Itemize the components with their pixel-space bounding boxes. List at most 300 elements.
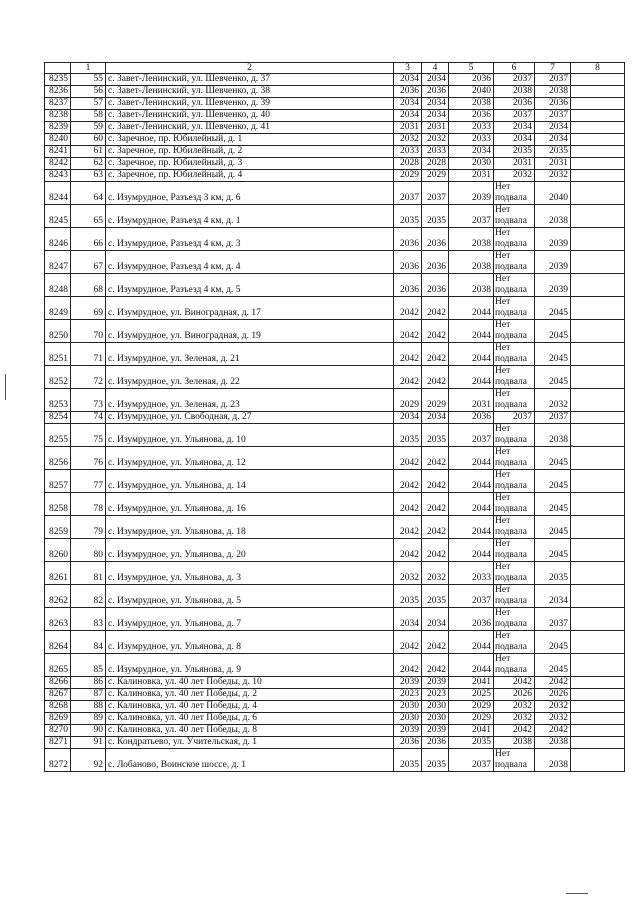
- col8-cell: [571, 447, 625, 470]
- row-id-cell: 8253: [45, 389, 71, 412]
- row-number-cell: 80: [71, 539, 106, 562]
- row-number-cell: 56: [71, 86, 106, 98]
- col7-cell: 2032: [535, 701, 571, 713]
- address-cell: с. Завет-Ленинский, ул. Шевченко, д. 38: [106, 86, 394, 98]
- table-row: [45, 74, 625, 86]
- table-row: [45, 539, 625, 562]
- row-number-cell: 67: [71, 251, 106, 274]
- col7-cell: 2032: [535, 389, 571, 412]
- col8-cell: [571, 412, 625, 424]
- col5-cell: 2036: [449, 74, 494, 86]
- col6-cell: Нет подвала: [494, 516, 535, 539]
- address-cell: с. Изумрудное, Разъезд 4 км, д. 1: [106, 205, 394, 228]
- table-row: [45, 134, 625, 146]
- col6-cell: Нет подвала: [494, 251, 535, 274]
- col3-cell: 2034: [394, 110, 422, 122]
- col7-cell: 2038: [535, 737, 571, 749]
- col7-cell: 2045: [535, 447, 571, 470]
- row-number-cell: 72: [71, 366, 106, 389]
- col4-cell: 2029: [422, 170, 449, 182]
- col6-cell: 2036: [494, 98, 535, 110]
- col3-cell: 2036: [394, 228, 422, 251]
- row-id-cell: 8247: [45, 251, 71, 274]
- scan-artifact-bottom: [566, 893, 588, 894]
- row-id-cell: 8264: [45, 631, 71, 654]
- col8-cell: [571, 297, 625, 320]
- col5-cell: 2031: [449, 170, 494, 182]
- row-number-cell: 77: [71, 470, 106, 493]
- address-cell: с. Заречное, пр. Юбилейный, д. 2: [106, 146, 394, 158]
- col6-cell: Нет подвала: [494, 424, 535, 447]
- col7-cell: 2045: [535, 516, 571, 539]
- table-row: [45, 228, 625, 251]
- col6-cell: 2042: [494, 725, 535, 737]
- table-row: [45, 412, 625, 424]
- table-row: [45, 677, 625, 689]
- row-number-cell: 66: [71, 228, 106, 251]
- col5-cell: 2041: [449, 725, 494, 737]
- header-cell-empty: [45, 63, 71, 74]
- col3-cell: 2034: [394, 98, 422, 110]
- col4-cell: 2034: [422, 412, 449, 424]
- col7-cell: 2042: [535, 725, 571, 737]
- address-cell: с. Изумрудное, ул. Зеленая, д. 21: [106, 343, 394, 366]
- col4-cell: 2030: [422, 701, 449, 713]
- address-cell: с. Завет-Ленинский, ул. Шевченко, д. 37: [106, 74, 394, 86]
- table-row: [45, 110, 625, 122]
- scan-artifact-dot: [571, 445, 573, 447]
- table-row: [45, 701, 625, 713]
- address-cell: с. Изумрудное, ул. Ульянова, д. 20: [106, 539, 394, 562]
- col3-cell: 2032: [394, 562, 422, 585]
- col7-cell: 2039: [535, 251, 571, 274]
- col5-cell: 2033: [449, 562, 494, 585]
- row-number-cell: 90: [71, 725, 106, 737]
- col6-cell: 2035: [494, 146, 535, 158]
- col7-cell: 2045: [535, 631, 571, 654]
- col5-cell: 2033: [449, 134, 494, 146]
- col5-cell: 2038: [449, 228, 494, 251]
- row-id-cell: 8260: [45, 539, 71, 562]
- col7-cell: 2032: [535, 713, 571, 725]
- col4-cell: 2042: [422, 631, 449, 654]
- col5-cell: 2044: [449, 654, 494, 677]
- col5-cell: 2044: [449, 539, 494, 562]
- address-cell: с. Калиновка, ул. 40 лет Победы, д. 8: [106, 725, 394, 737]
- col5-cell: 2036: [449, 412, 494, 424]
- row-id-cell: 8268: [45, 701, 71, 713]
- address-cell: с. Лобаново, Воинское шоссе, д. 1: [106, 749, 394, 772]
- col6-cell: 2038: [494, 86, 535, 98]
- col7-cell: 2038: [535, 205, 571, 228]
- row-number-cell: 65: [71, 205, 106, 228]
- col5-cell: 2044: [449, 516, 494, 539]
- table-row: [45, 297, 625, 320]
- col6-cell: Нет подвала: [494, 228, 535, 251]
- col8-cell: [571, 424, 625, 447]
- col8-cell: [571, 608, 625, 631]
- col4-cell: 2034: [422, 98, 449, 110]
- col4-cell: 2042: [422, 447, 449, 470]
- col3-cell: 2029: [394, 389, 422, 412]
- col6-cell: 2032: [494, 701, 535, 713]
- col6-cell: Нет подвала: [494, 447, 535, 470]
- header-cell-1: 1: [71, 63, 106, 74]
- col4-cell: 2035: [422, 585, 449, 608]
- col5-cell: 2037: [449, 585, 494, 608]
- col3-cell: 2042: [394, 320, 422, 343]
- col4-cell: 2029: [422, 389, 449, 412]
- address-cell: с. Калиновка, ул. 40 лет Победы, д. 2: [106, 689, 394, 701]
- row-number-cell: 74: [71, 412, 106, 424]
- col6-cell: Нет подвала: [494, 297, 535, 320]
- row-id-cell: 8266: [45, 677, 71, 689]
- col3-cell: 2033: [394, 146, 422, 158]
- col6-cell: Нет подвала: [494, 631, 535, 654]
- col7-cell: 2036: [535, 98, 571, 110]
- address-cell: с. Изумрудное, Разъезд 4 км, д. 5: [106, 274, 394, 297]
- table-row: [45, 122, 625, 134]
- address-cell: с. Изумрудное, ул. Ульянова, д. 7: [106, 608, 394, 631]
- col3-cell: 2042: [394, 539, 422, 562]
- table-row: [45, 749, 625, 772]
- col3-cell: 2035: [394, 205, 422, 228]
- col6-cell: Нет подвала: [494, 366, 535, 389]
- col7-cell: 2038: [535, 749, 571, 772]
- col5-cell: 2037: [449, 205, 494, 228]
- row-number-cell: 71: [71, 343, 106, 366]
- col6-cell: Нет подвала: [494, 608, 535, 631]
- col4-cell: 2042: [422, 297, 449, 320]
- row-id-cell: 8245: [45, 205, 71, 228]
- col4-cell: 2034: [422, 110, 449, 122]
- col8-cell: [571, 689, 625, 701]
- row-id-cell: 8267: [45, 689, 71, 701]
- col8-cell: [571, 274, 625, 297]
- address-cell: с. Изумрудное, ул. Виноградная, д. 19: [106, 320, 394, 343]
- table-row: [45, 493, 625, 516]
- col8-cell: [571, 74, 625, 86]
- col4-cell: 2032: [422, 134, 449, 146]
- row-number-cell: 57: [71, 98, 106, 110]
- col7-cell: 2038: [535, 86, 571, 98]
- col5-cell: 2036: [449, 608, 494, 631]
- address-cell: с. Калиновка, ул. 40 лет Победы, д. 6: [106, 713, 394, 725]
- col3-cell: 2036: [394, 86, 422, 98]
- table-row: [45, 182, 625, 205]
- col8-cell: [571, 228, 625, 251]
- table-row: [45, 170, 625, 182]
- col5-cell: 2044: [449, 631, 494, 654]
- col4-cell: 2034: [422, 74, 449, 86]
- col4-cell: 2037: [422, 182, 449, 205]
- row-number-cell: 85: [71, 654, 106, 677]
- row-id-cell: 8239: [45, 122, 71, 134]
- row-number-cell: 69: [71, 297, 106, 320]
- table-row: [45, 654, 625, 677]
- header-cell-5: 5: [449, 63, 494, 74]
- header-row: [45, 63, 625, 74]
- col4-cell: 2042: [422, 493, 449, 516]
- col4-cell: 2036: [422, 274, 449, 297]
- row-number-cell: 83: [71, 608, 106, 631]
- row-id-cell: 8236: [45, 86, 71, 98]
- header-cell-2: 2: [106, 63, 394, 74]
- col6-cell: Нет подвала: [494, 343, 535, 366]
- col3-cell: 2030: [394, 701, 422, 713]
- col4-cell: 2042: [422, 343, 449, 366]
- address-cell: с. Кондратьево, ул. Учительская, д. 1: [106, 737, 394, 749]
- row-number-cell: 61: [71, 146, 106, 158]
- col5-cell: 2044: [449, 470, 494, 493]
- col7-cell: 2045: [535, 366, 571, 389]
- row-number-cell: 91: [71, 737, 106, 749]
- address-cell: с. Изумрудное, ул. Ульянова, д. 16: [106, 493, 394, 516]
- col8-cell: [571, 631, 625, 654]
- col8-cell: [571, 516, 625, 539]
- col6-cell: 2037: [494, 110, 535, 122]
- col8-cell: [571, 205, 625, 228]
- row-id-cell: 8238: [45, 110, 71, 122]
- row-number-cell: 68: [71, 274, 106, 297]
- col3-cell: 2031: [394, 122, 422, 134]
- col8-cell: [571, 389, 625, 412]
- row-id-cell: 8263: [45, 608, 71, 631]
- col7-cell: 2045: [535, 297, 571, 320]
- col3-cell: 2035: [394, 749, 422, 772]
- col8-cell: [571, 493, 625, 516]
- col7-cell: 2026: [535, 689, 571, 701]
- row-id-cell: 8257: [45, 470, 71, 493]
- col6-cell: 2038: [494, 737, 535, 749]
- address-cell: с. Изумрудное, Разъезд 4 км, д. 3: [106, 228, 394, 251]
- col6-cell: 2037: [494, 412, 535, 424]
- table-row: [45, 562, 625, 585]
- row-id-cell: 8261: [45, 562, 71, 585]
- table-row: [45, 205, 625, 228]
- header-cell-8: 8: [571, 63, 625, 74]
- table-row: [45, 366, 625, 389]
- col5-cell: 2033: [449, 122, 494, 134]
- col4-cell: 2036: [422, 228, 449, 251]
- col7-cell: 2037: [535, 412, 571, 424]
- col8-cell: [571, 170, 625, 182]
- col8-cell: [571, 110, 625, 122]
- table-row: [45, 343, 625, 366]
- col3-cell: 2042: [394, 470, 422, 493]
- col8-cell: [571, 725, 625, 737]
- col4-cell: 2034: [422, 608, 449, 631]
- col4-cell: 2036: [422, 737, 449, 749]
- col7-cell: 2032: [535, 170, 571, 182]
- col3-cell: 2029: [394, 170, 422, 182]
- col6-cell: 2032: [494, 713, 535, 725]
- table-row: [45, 585, 625, 608]
- col8-cell: [571, 86, 625, 98]
- col5-cell: 2035: [449, 737, 494, 749]
- col4-cell: 2023: [422, 689, 449, 701]
- col5-cell: 2029: [449, 701, 494, 713]
- row-number-cell: 92: [71, 749, 106, 772]
- row-id-cell: 8249: [45, 297, 71, 320]
- col4-cell: 2042: [422, 539, 449, 562]
- col3-cell: 2034: [394, 608, 422, 631]
- col6-cell: Нет подвала: [494, 562, 535, 585]
- col4-cell: 2042: [422, 320, 449, 343]
- col6-cell: Нет подвала: [494, 274, 535, 297]
- row-id-cell: 8241: [45, 146, 71, 158]
- table-row: [45, 274, 625, 297]
- col8-cell: [571, 713, 625, 725]
- row-number-cell: 70: [71, 320, 106, 343]
- row-number-cell: 59: [71, 122, 106, 134]
- row-number-cell: 63: [71, 170, 106, 182]
- row-number-cell: 86: [71, 677, 106, 689]
- col3-cell: 2035: [394, 424, 422, 447]
- row-id-cell: 8270: [45, 725, 71, 737]
- col3-cell: 2034: [394, 412, 422, 424]
- address-cell: с. Изумрудное, ул. Зеленая, д. 23: [106, 389, 394, 412]
- col4-cell: 2042: [422, 366, 449, 389]
- col3-cell: 2042: [394, 343, 422, 366]
- col6-cell: 2026: [494, 689, 535, 701]
- col7-cell: 2038: [535, 424, 571, 447]
- col5-cell: 2038: [449, 251, 494, 274]
- col3-cell: 2037: [394, 182, 422, 205]
- col3-cell: 2042: [394, 516, 422, 539]
- header-cell-6: 6: [494, 63, 535, 74]
- row-id-cell: 8246: [45, 228, 71, 251]
- col5-cell: 2044: [449, 493, 494, 516]
- col8-cell: [571, 366, 625, 389]
- col4-cell: 2032: [422, 562, 449, 585]
- col5-cell: 2040: [449, 86, 494, 98]
- address-cell: с. Завет-Ленинский, ул. Шевченко, д. 40: [106, 110, 394, 122]
- address-cell: с. Калиновка, ул. 40 лет Победы, д. 4: [106, 701, 394, 713]
- col7-cell: 2035: [535, 562, 571, 585]
- row-id-cell: 8250: [45, 320, 71, 343]
- row-number-cell: 64: [71, 182, 106, 205]
- col3-cell: 2039: [394, 725, 422, 737]
- row-id-cell: 8248: [45, 274, 71, 297]
- col4-cell: 2035: [422, 424, 449, 447]
- col7-cell: 2045: [535, 493, 571, 516]
- address-cell: с. Изумрудное, ул. Ульянова, д. 3: [106, 562, 394, 585]
- col6-cell: Нет подвала: [494, 493, 535, 516]
- col7-cell: 2039: [535, 274, 571, 297]
- address-cell: с. Изумрудное, ул. Ульянова, д. 12: [106, 447, 394, 470]
- col6-cell: Нет подвала: [494, 320, 535, 343]
- col6-cell: Нет подвала: [494, 389, 535, 412]
- col4-cell: 2030: [422, 713, 449, 725]
- table-row: [45, 98, 625, 110]
- col8-cell: [571, 134, 625, 146]
- col6-cell: Нет подвала: [494, 585, 535, 608]
- col6-cell: Нет подвала: [494, 749, 535, 772]
- col3-cell: 2042: [394, 631, 422, 654]
- table-row: [45, 608, 625, 631]
- col8-cell: [571, 146, 625, 158]
- col4-cell: 2042: [422, 654, 449, 677]
- col7-cell: 2037: [535, 110, 571, 122]
- col5-cell: 2044: [449, 320, 494, 343]
- address-cell: с. Изумрудное, ул. Ульянова, д. 10: [106, 424, 394, 447]
- address-cell: с. Изумрудное, ул. Ульянова, д. 9: [106, 654, 394, 677]
- col3-cell: 2036: [394, 274, 422, 297]
- row-id-cell: 8242: [45, 158, 71, 170]
- address-cell: с. Завет-Ленинский, ул. Шевченко, д. 41: [106, 122, 394, 134]
- col5-cell: 2029: [449, 713, 494, 725]
- table-row: [45, 389, 625, 412]
- col8-cell: [571, 677, 625, 689]
- col3-cell: 2036: [394, 251, 422, 274]
- col8-cell: [571, 585, 625, 608]
- col8-cell: [571, 737, 625, 749]
- col8-cell: [571, 182, 625, 205]
- col7-cell: 2042: [535, 677, 571, 689]
- col3-cell: 2042: [394, 654, 422, 677]
- table-row: [45, 631, 625, 654]
- row-id-cell: 8255: [45, 424, 71, 447]
- col6-cell: 2031: [494, 158, 535, 170]
- table-row: [45, 146, 625, 158]
- row-id-cell: 8262: [45, 585, 71, 608]
- table-row: [45, 689, 625, 701]
- col3-cell: 2039: [394, 677, 422, 689]
- col3-cell: 2042: [394, 447, 422, 470]
- col5-cell: 2044: [449, 366, 494, 389]
- col6-cell: 2034: [494, 134, 535, 146]
- col7-cell: 2045: [535, 654, 571, 677]
- col6-cell: 2042: [494, 677, 535, 689]
- row-number-cell: 75: [71, 424, 106, 447]
- col5-cell: 2039: [449, 182, 494, 205]
- row-id-cell: 8243: [45, 170, 71, 182]
- table-row: [45, 725, 625, 737]
- address-cell: с. Изумрудное, Разъезд 4 км, д. 4: [106, 251, 394, 274]
- address-cell: с. Заречное, пр. Юбилейный, д. 4: [106, 170, 394, 182]
- col4-cell: 2028: [422, 158, 449, 170]
- col6-cell: Нет подвала: [494, 182, 535, 205]
- col4-cell: 2042: [422, 516, 449, 539]
- col5-cell: 2044: [449, 447, 494, 470]
- row-id-cell: 8258: [45, 493, 71, 516]
- row-number-cell: 60: [71, 134, 106, 146]
- row-number-cell: 73: [71, 389, 106, 412]
- table-row: [45, 320, 625, 343]
- col6-cell: 2037: [494, 74, 535, 86]
- scan-artifact-left: [5, 374, 6, 400]
- row-number-cell: 82: [71, 585, 106, 608]
- col7-cell: 2031: [535, 158, 571, 170]
- col7-cell: 2045: [535, 470, 571, 493]
- col3-cell: 2036: [394, 737, 422, 749]
- col8-cell: [571, 320, 625, 343]
- row-id-cell: 8271: [45, 737, 71, 749]
- address-cell: с. Изумрудное, ул. Виноградная, д. 17: [106, 297, 394, 320]
- address-cell: с. Заречное, пр. Юбилейный, д. 3: [106, 158, 394, 170]
- row-number-cell: 62: [71, 158, 106, 170]
- address-cell: с. Завет-Ленинский, ул. Шевченко, д. 39: [106, 98, 394, 110]
- table-row: [45, 470, 625, 493]
- col3-cell: 2034: [394, 74, 422, 86]
- row-id-cell: 8237: [45, 98, 71, 110]
- col4-cell: 2035: [422, 749, 449, 772]
- table-row: [45, 737, 625, 749]
- table-row: [45, 516, 625, 539]
- col4-cell: 2033: [422, 146, 449, 158]
- col3-cell: 2042: [394, 493, 422, 516]
